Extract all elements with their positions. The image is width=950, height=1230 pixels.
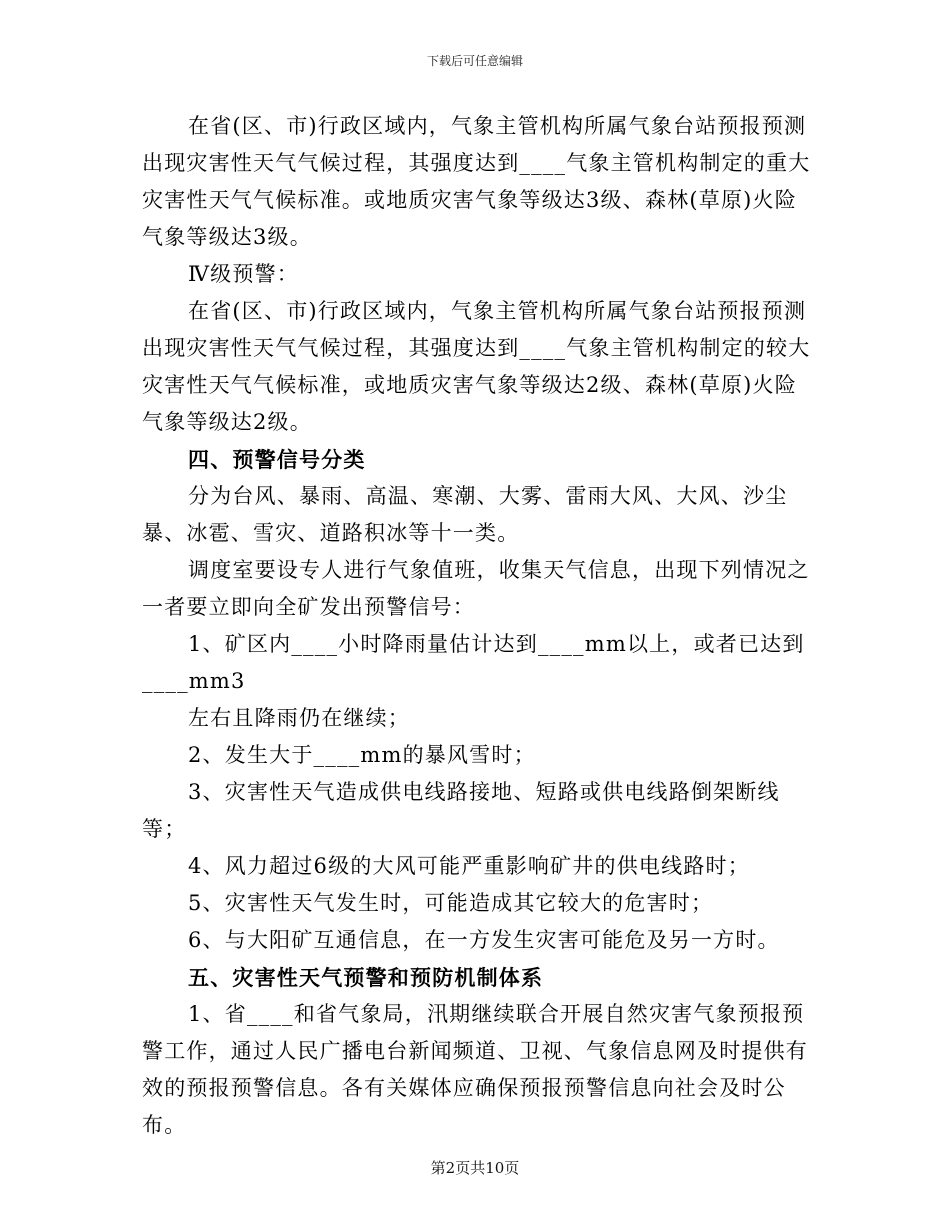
- paragraph-dispatch-duty: 调度室要设专人进行气象值班，收集天气信息，出现下列情况之一者要立即向全矿发出预警信号：: [142, 558, 810, 619]
- page-footer: 第2页共10页: [430, 1159, 520, 1177]
- section-heading-5: 五、灾害性天气预警和预防机制体系: [188, 965, 544, 990]
- document-body: [142, 108, 814, 1144]
- paragraph-level3-definition: 在省(区、市)行政区域内，气象主管机构所属气象台站预报预测出现灾害性天气气候过程，其强度达到____气象主管机构制定的重大灾害性天气气候标准。或地质灾害气象等级达3级、森林(草原)火险气象等级达3级。: [142, 114, 811, 249]
- list-item-3: 3、灾害性天气造成供电线路接地、短路或供电线路倒架断线等；: [142, 780, 780, 841]
- paragraph-warning-mechanism: 1、省____和省气象局，汛期继续联合开展自然灾害气象预报预警工作，通过人民广播电台新闻频道、卫视、气象信息网及时提供有效的预报预警信息。各有关媒体应确保预报预警信息向社会及时公布。: [142, 1002, 808, 1137]
- list-item-6: 6、与大阳矿互通信息，在一方发生灾害可能危及另一方时。: [188, 928, 780, 952]
- list-item-4: 4、风力超过6级的大风可能严重影响矿井的供电线路时；: [188, 854, 750, 878]
- page-header: 下载后可任意编辑: [426, 54, 523, 68]
- list-item-1-continued: 左右且降雨仍在继续；: [188, 706, 410, 730]
- list-item-2: 2、发生大于____mm的暴风雪时；: [188, 743, 536, 767]
- section-heading-4: 四、预警信号分类: [188, 447, 366, 472]
- paragraph-signal-types: 分为台风、暴雨、高温、寒潮、大雾、雷雨大风、大风、沙尘暴、冰雹、雪灾、道路积冰等十一类。: [142, 484, 788, 545]
- list-item-1: 1、矿区内____小时降雨量估计达到____mm以上，或者已达到____mm3: [142, 632, 805, 693]
- list-item-5: 5、灾害性天气发生时，可能造成其它较大的危害时；: [188, 891, 714, 915]
- paragraph-level4-definition: 在省(区、市)行政区域内，气象主管机构所属气象台站预报预测出现灾害性天气气候过程，其强度达到____气象主管机构制定的较大灾害性天气气候标准，或地质灾害气象等级达2级、森林(草原)火险气象等级达2级。: [142, 299, 811, 434]
- paragraph-level4-title: Ⅳ级预警：: [188, 262, 299, 286]
